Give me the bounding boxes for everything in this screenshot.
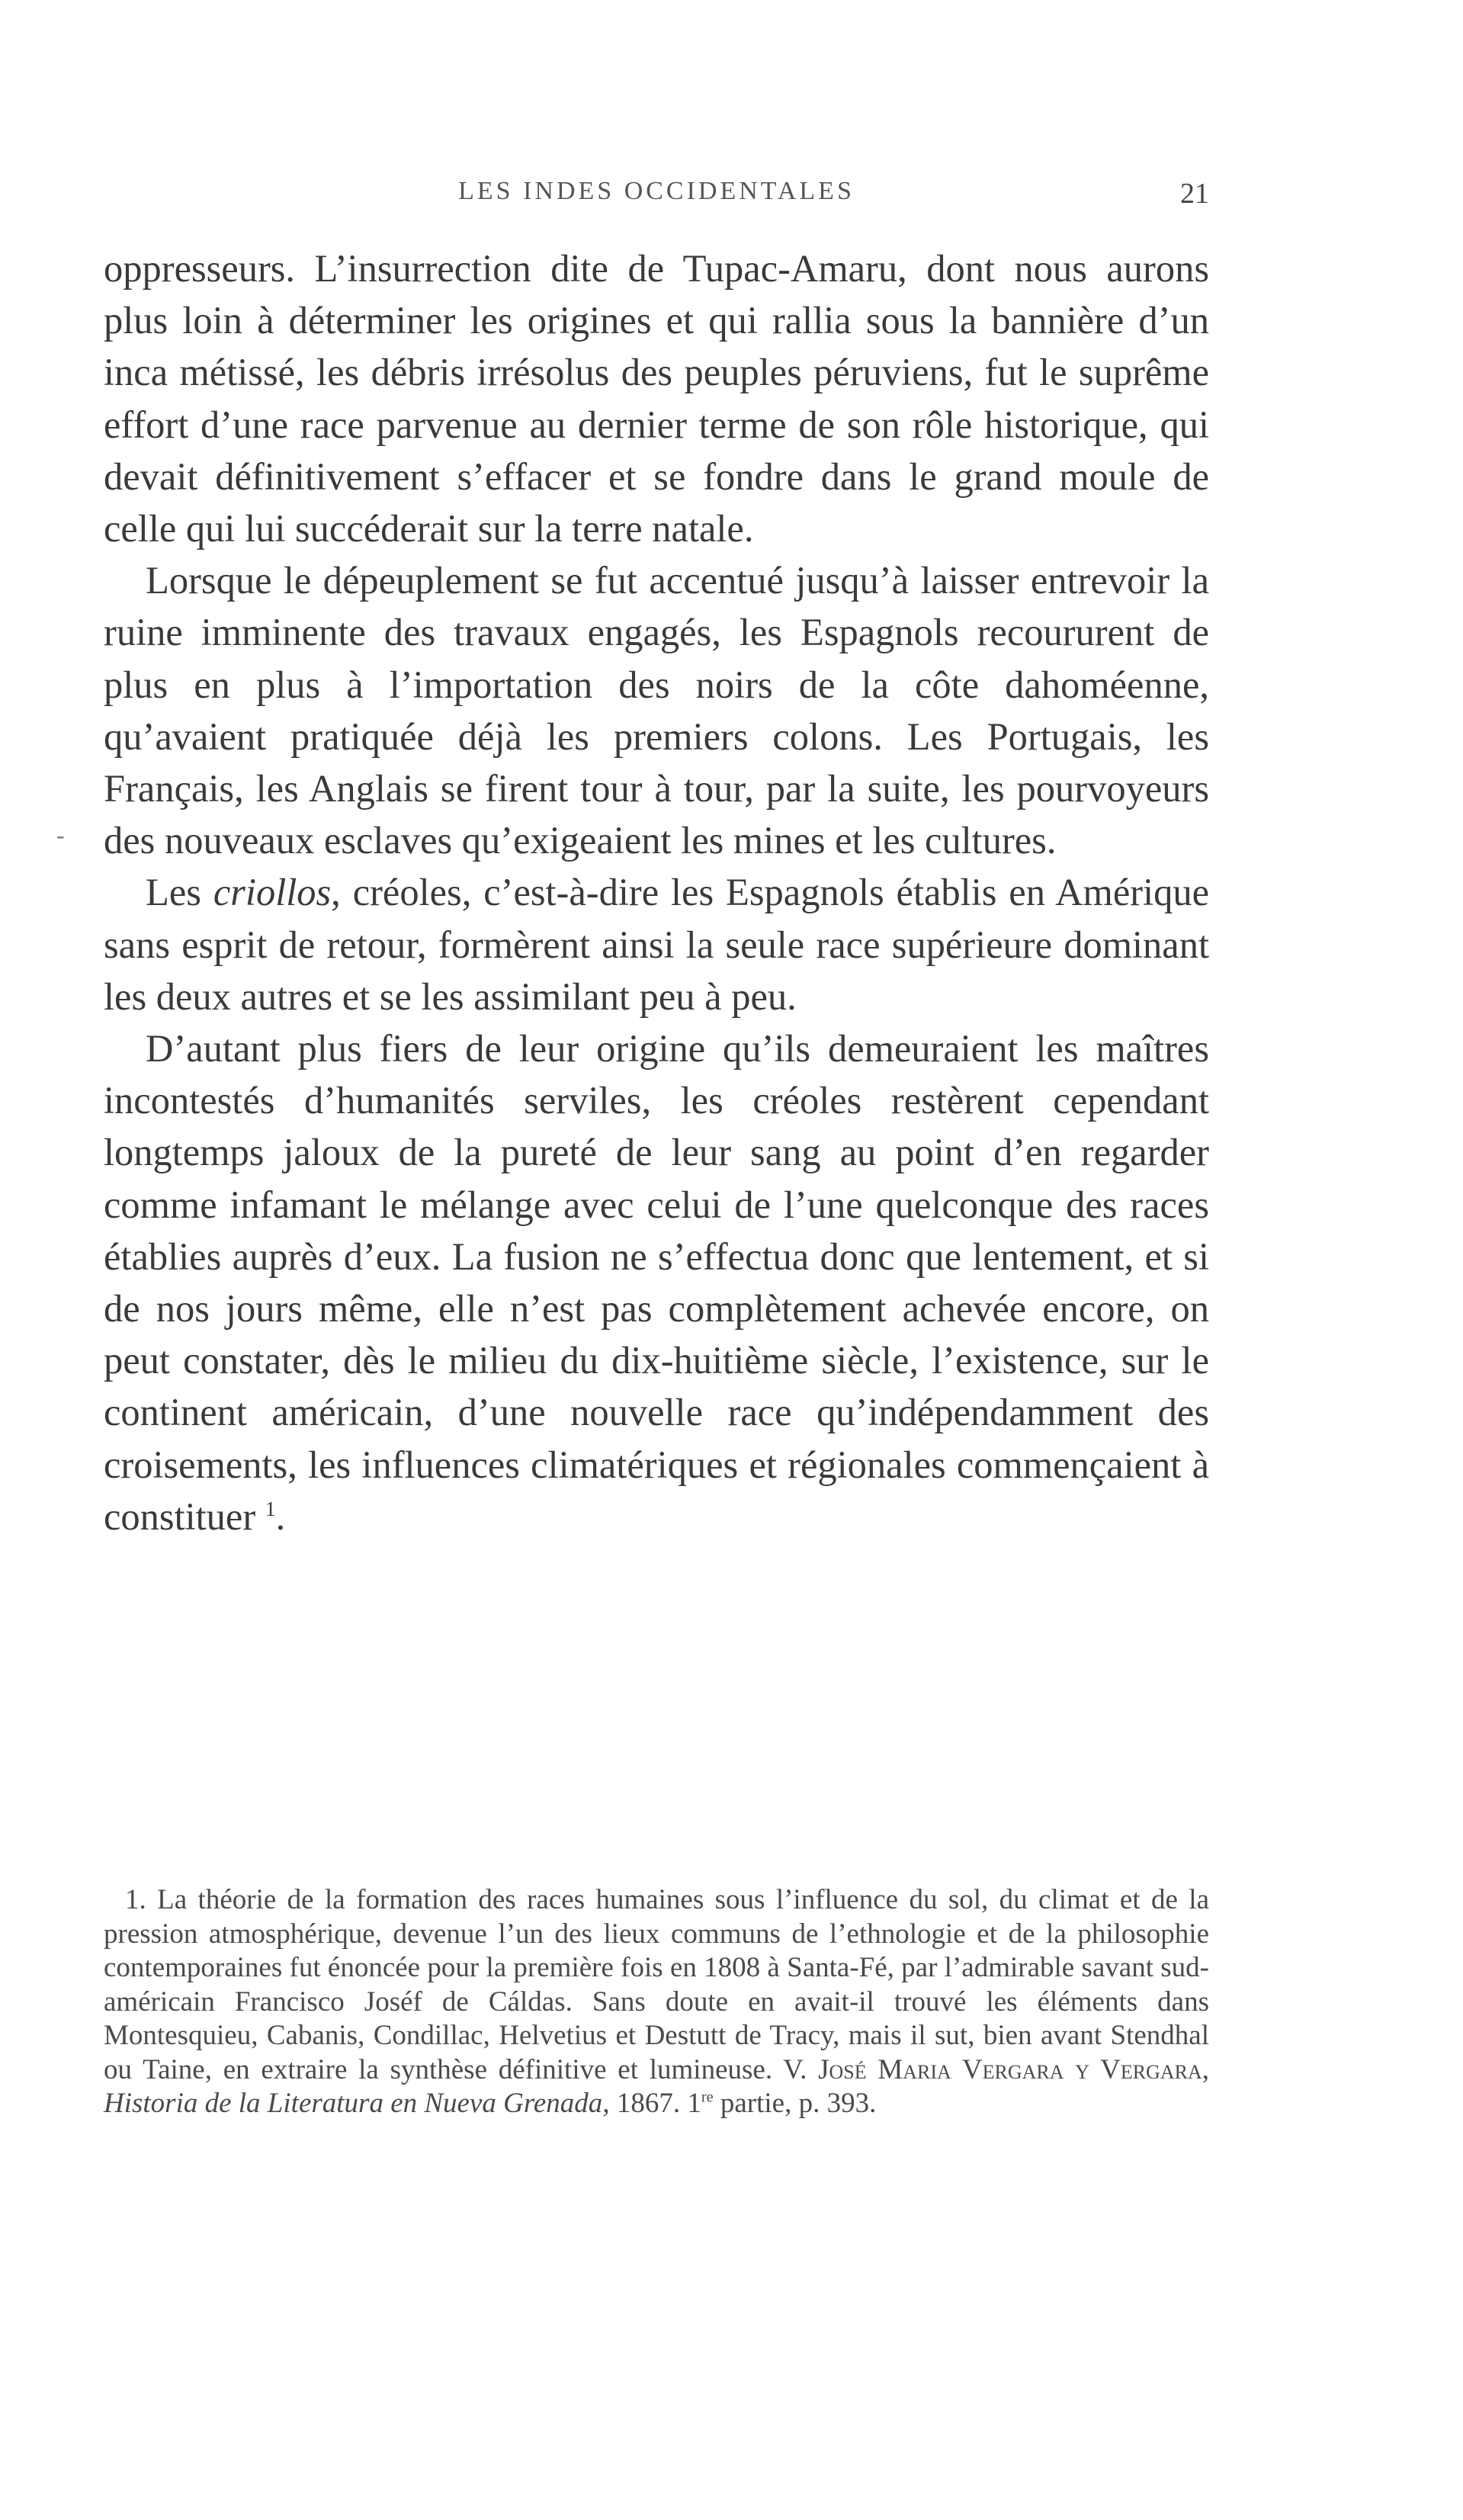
footnote-book-title: Historia de la Literatura en Nueva Grenada xyxy=(104,2088,603,2119)
paragraph-3-text-start: Les xyxy=(146,871,213,914)
footnote-part-number: 1 xyxy=(687,2088,701,2119)
paragraph-3 xyxy=(104,866,1209,1022)
italic-term-criollos: criollos xyxy=(213,871,332,914)
running-head xyxy=(104,177,1209,215)
footnote-text: La théorie de la formation des races humaines sous l’influence du sol, du climat et de la pression atmosphérique, devenue l’un des lieux communs de l’ethnologie et de la philosophie contemporaines fut énoncée pour la première fois en 1808 à Santa-Fé, par l’admirable savant sud-américain Francisco Joséf de Cáldas. Sans doute en avait-il trouvé les éléments dans Montesquieu, Cabanis, Condillac, Helvetius et Destutt de Tracy, mais il sut, bien avant Stendhal ou Taine, en extraire la synthèse définitive et lumineuse. V. xyxy=(104,1884,1210,2085)
paragraph-4-text: D’autant plus fiers de leur origine qu’ils demeuraient les maîtres incontestés d’humanités serviles, les créoles restèrent cependant longtemps jaloux de la pureté de leur sang au point d’en regarder comme infamant le mélange avec celui de l’une quelconque des races établies auprès d’eux. La fusion ne s’effectua donc que lentement, et si de nos jours même, elle n’est pas complètement achevée encore, on peut constater, dès le milieu du dix-huitième siècle, l’existence, sur le continent américain, d’une nouvelle race qu’indépendamment des croisements, les influences climatériques et régionales commençaient à constituer xyxy=(104,1027,1209,1538)
running-title: LES INDES OCCIDENTALES xyxy=(458,177,855,205)
footnote-separator: , xyxy=(1202,2053,1210,2085)
paragraph-1-text: oppresseurs. L’insurrection dite de Tupac-Amaru, dont nous aurons plus loin à déterminer les origines et qui rallia sous la bannière d’un inca métissé, les débris irrésolus des peuples péruviens, fut le suprême effort d’une race parvenue au dernier terme de son rôle historique, qui devait définitivement s’effacer et se fondre dans le grand moule de celle qui lui succéderait sur la terre natale. xyxy=(104,247,1209,551)
paragraph-2 xyxy=(104,554,1209,866)
footnote-year: , 1867. xyxy=(602,2088,688,2119)
footnote-part-ordinal: re xyxy=(701,2088,714,2106)
page-number: 21 xyxy=(1180,178,1209,210)
paragraph-1 xyxy=(104,242,1209,554)
paragraph-3-text-end: , créoles, c’est-à-dire les Espagnols établis en Amérique sans esprit de retour, formèrent ainsi la seule race supérieure dominant les deux autres et se les assimilant peu à peu. xyxy=(104,871,1210,1018)
footnote-page-ref: partie, p. 393. xyxy=(713,2088,877,2119)
footnotes xyxy=(104,1883,1209,2121)
paragraph-4-end: . xyxy=(275,1494,286,1538)
footnote-reference[interactable]: 1 xyxy=(265,1498,276,1522)
footnote-1 xyxy=(104,1883,1209,2121)
paragraph-2-text: Lorsque le dépeuplement se fut accentué jusqu’à laisser entrevoir la ruine imminente des travaux engagés, les Espagnols recoururent de plus en plus à l’importation des noirs de la côte dahoméenne, qu’avaient pratiquée déjà les premiers colons. Les Portugais, les Français, les Anglais se firent tour à tour, par la suite, les pourvoyeurs des nouveaux esclaves qu’exigeaient les mines et les cultures. xyxy=(104,559,1209,862)
margin-mark: - xyxy=(56,821,65,849)
footnote-number: 1. xyxy=(125,1884,146,1915)
paragraph-4 xyxy=(104,1022,1209,1542)
footnote-author: José Maria Vergara y Vergara xyxy=(818,2053,1202,2085)
body-text xyxy=(104,242,1209,1542)
